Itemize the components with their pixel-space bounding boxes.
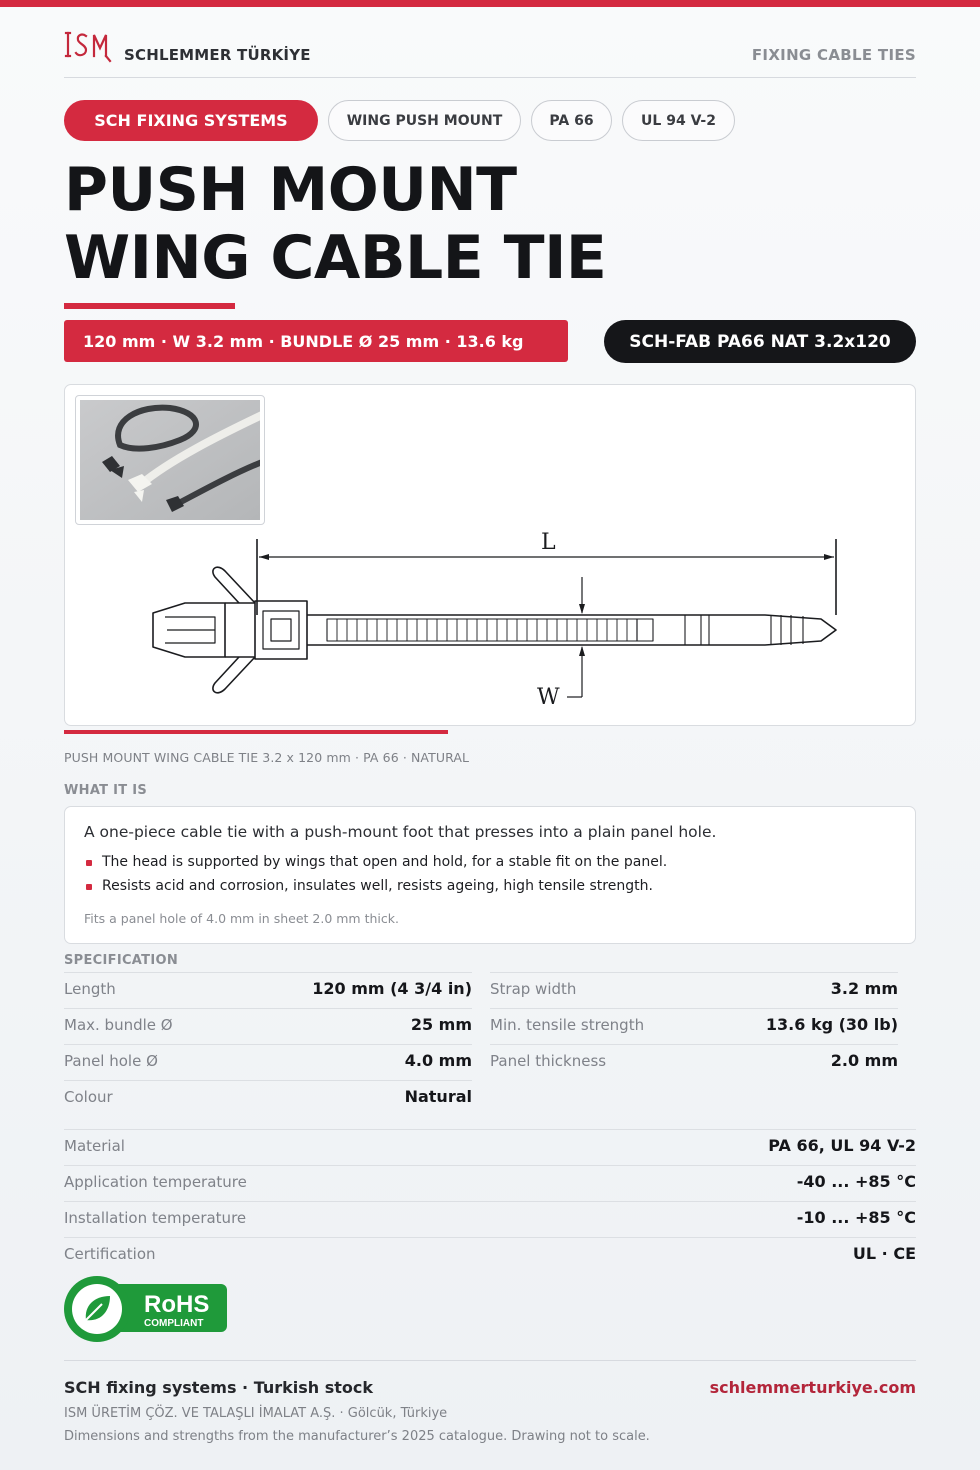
spec-value: 3.2 mm: [830, 979, 898, 998]
figure-underline: [64, 730, 448, 734]
spec-row-certification: [64, 1237, 916, 1273]
spec-label: Installation temperature: [64, 1209, 247, 1227]
company-address: ISM ÜRETİM ÇÖZ. VE TALAŞLI İMALAT A.Ş. · Gölcük, Türkiye: [64, 1406, 448, 1421]
spec-row-application-temp: [64, 1165, 916, 1201]
rohs-compliant-badge: [64, 1276, 228, 1342]
spec-label: Panel hole Ø: [64, 1052, 158, 1070]
section-title: FIXING CABLE TIES: [751, 46, 916, 64]
what-it-is-heading: WHAT IT IS: [64, 783, 148, 798]
spec-row-length: [64, 972, 472, 1008]
spec-row-material: [64, 1129, 916, 1165]
description-box: [64, 806, 916, 944]
title-line-1: PUSH MOUNT: [64, 155, 517, 225]
spec-row-max-bundle: [64, 1008, 472, 1044]
dim-w-label: W: [537, 685, 560, 710]
product-figure: [64, 384, 916, 726]
spec-value: UL · CE: [852, 1244, 916, 1263]
tag-ul94[interactable]: UL 94 V-2: [622, 100, 735, 141]
page-title: [64, 156, 606, 292]
description-bullet: The head is supported by wings that open and hold, for a stable fit on the panel.: [84, 854, 667, 870]
spec-label: Min. tensile strength: [490, 1016, 645, 1034]
description-bullet: Resists acid and corrosion, insulates well, resists ageing, high tensile strength.: [84, 878, 653, 894]
spec-label: Application temperature: [64, 1173, 247, 1191]
top-accent-bar: [0, 0, 980, 7]
spec-value: -10 ... +85 °C: [796, 1208, 916, 1227]
spec-label: Max. bundle Ø: [64, 1016, 173, 1034]
page-header: [64, 30, 916, 78]
figure-caption: PUSH MOUNT WING CABLE TIE 3.2 x 120 mm · PA 66 · NATURAL: [64, 750, 470, 765]
product-code-badge: SCH-FAB PA66 NAT 3.2x120: [604, 320, 916, 363]
spec-value: 25 mm: [410, 1015, 472, 1034]
rohs-title: RoHS: [144, 1291, 210, 1318]
spec-label: Colour: [64, 1088, 113, 1106]
spec-row-panel-thickness: [490, 1044, 898, 1080]
spec-row-installation-temp: [64, 1201, 916, 1237]
spec-row-strap-width: [490, 972, 898, 1008]
spec-value: 2.0 mm: [830, 1051, 898, 1070]
description-note: Fits a panel hole of 4.0 mm in sheet 2.0 mm thick.: [84, 911, 399, 926]
spec-row-panel-hole: [64, 1044, 472, 1080]
spec-value: -40 ... +85 °C: [796, 1172, 916, 1191]
footer-note: Dimensions and strengths from the manufacturer’s 2025 catalogue. Drawing not to scale.: [64, 1429, 650, 1444]
title-line-2: WING CABLE TIE: [64, 223, 607, 293]
lower-wing: [213, 657, 255, 693]
website-link[interactable]: schlemmerturkiye.com: [709, 1378, 916, 1397]
footer-title: SCH fixing systems · Turkish stock: [64, 1378, 374, 1397]
description-lead: A one-piece cable tie with a push-mount foot that presses into a plain panel hole.: [84, 823, 717, 841]
spec-value: PA 66, UL 94 V-2: [768, 1136, 916, 1155]
ism-logo: [64, 30, 112, 66]
technical-drawing: [65, 385, 917, 727]
tag-sch-fixing-systems[interactable]: SCH FIXING SYSTEMS: [64, 100, 318, 141]
spec-label: Material: [64, 1137, 125, 1155]
tag-pa66[interactable]: PA 66: [531, 100, 612, 141]
specification-heading: SPECIFICATION: [64, 953, 178, 968]
spec-row-tensile-strength: [490, 1008, 898, 1044]
tag-wing-push-mount[interactable]: WING PUSH MOUNT: [328, 100, 521, 141]
spec-label: Strap width: [490, 980, 577, 998]
footer-divider: [64, 1360, 916, 1361]
spec-value: Natural: [404, 1087, 472, 1106]
summary-bar: 120 mm · W 3.2 mm · BUNDLE Ø 25 mm · 13.6 kg: [64, 320, 568, 362]
dim-l-label: L: [541, 530, 556, 555]
rohs-subtitle: COMPLIANT: [144, 1318, 204, 1329]
spec-label: Panel thickness: [490, 1052, 607, 1070]
spec-label: Certification: [64, 1245, 156, 1263]
brand-name: SCHLEMMER TÜRKİYE: [124, 46, 311, 64]
spec-value: 120 mm (4 3/4 in): [312, 979, 472, 998]
upper-wing: [213, 567, 255, 603]
spec-value: 13.6 kg (30 lb): [765, 1015, 898, 1034]
spec-row-colour: [64, 1080, 472, 1116]
spec-value: 4.0 mm: [404, 1051, 472, 1070]
spec-label: Length: [64, 980, 116, 998]
title-underline: [64, 303, 235, 309]
